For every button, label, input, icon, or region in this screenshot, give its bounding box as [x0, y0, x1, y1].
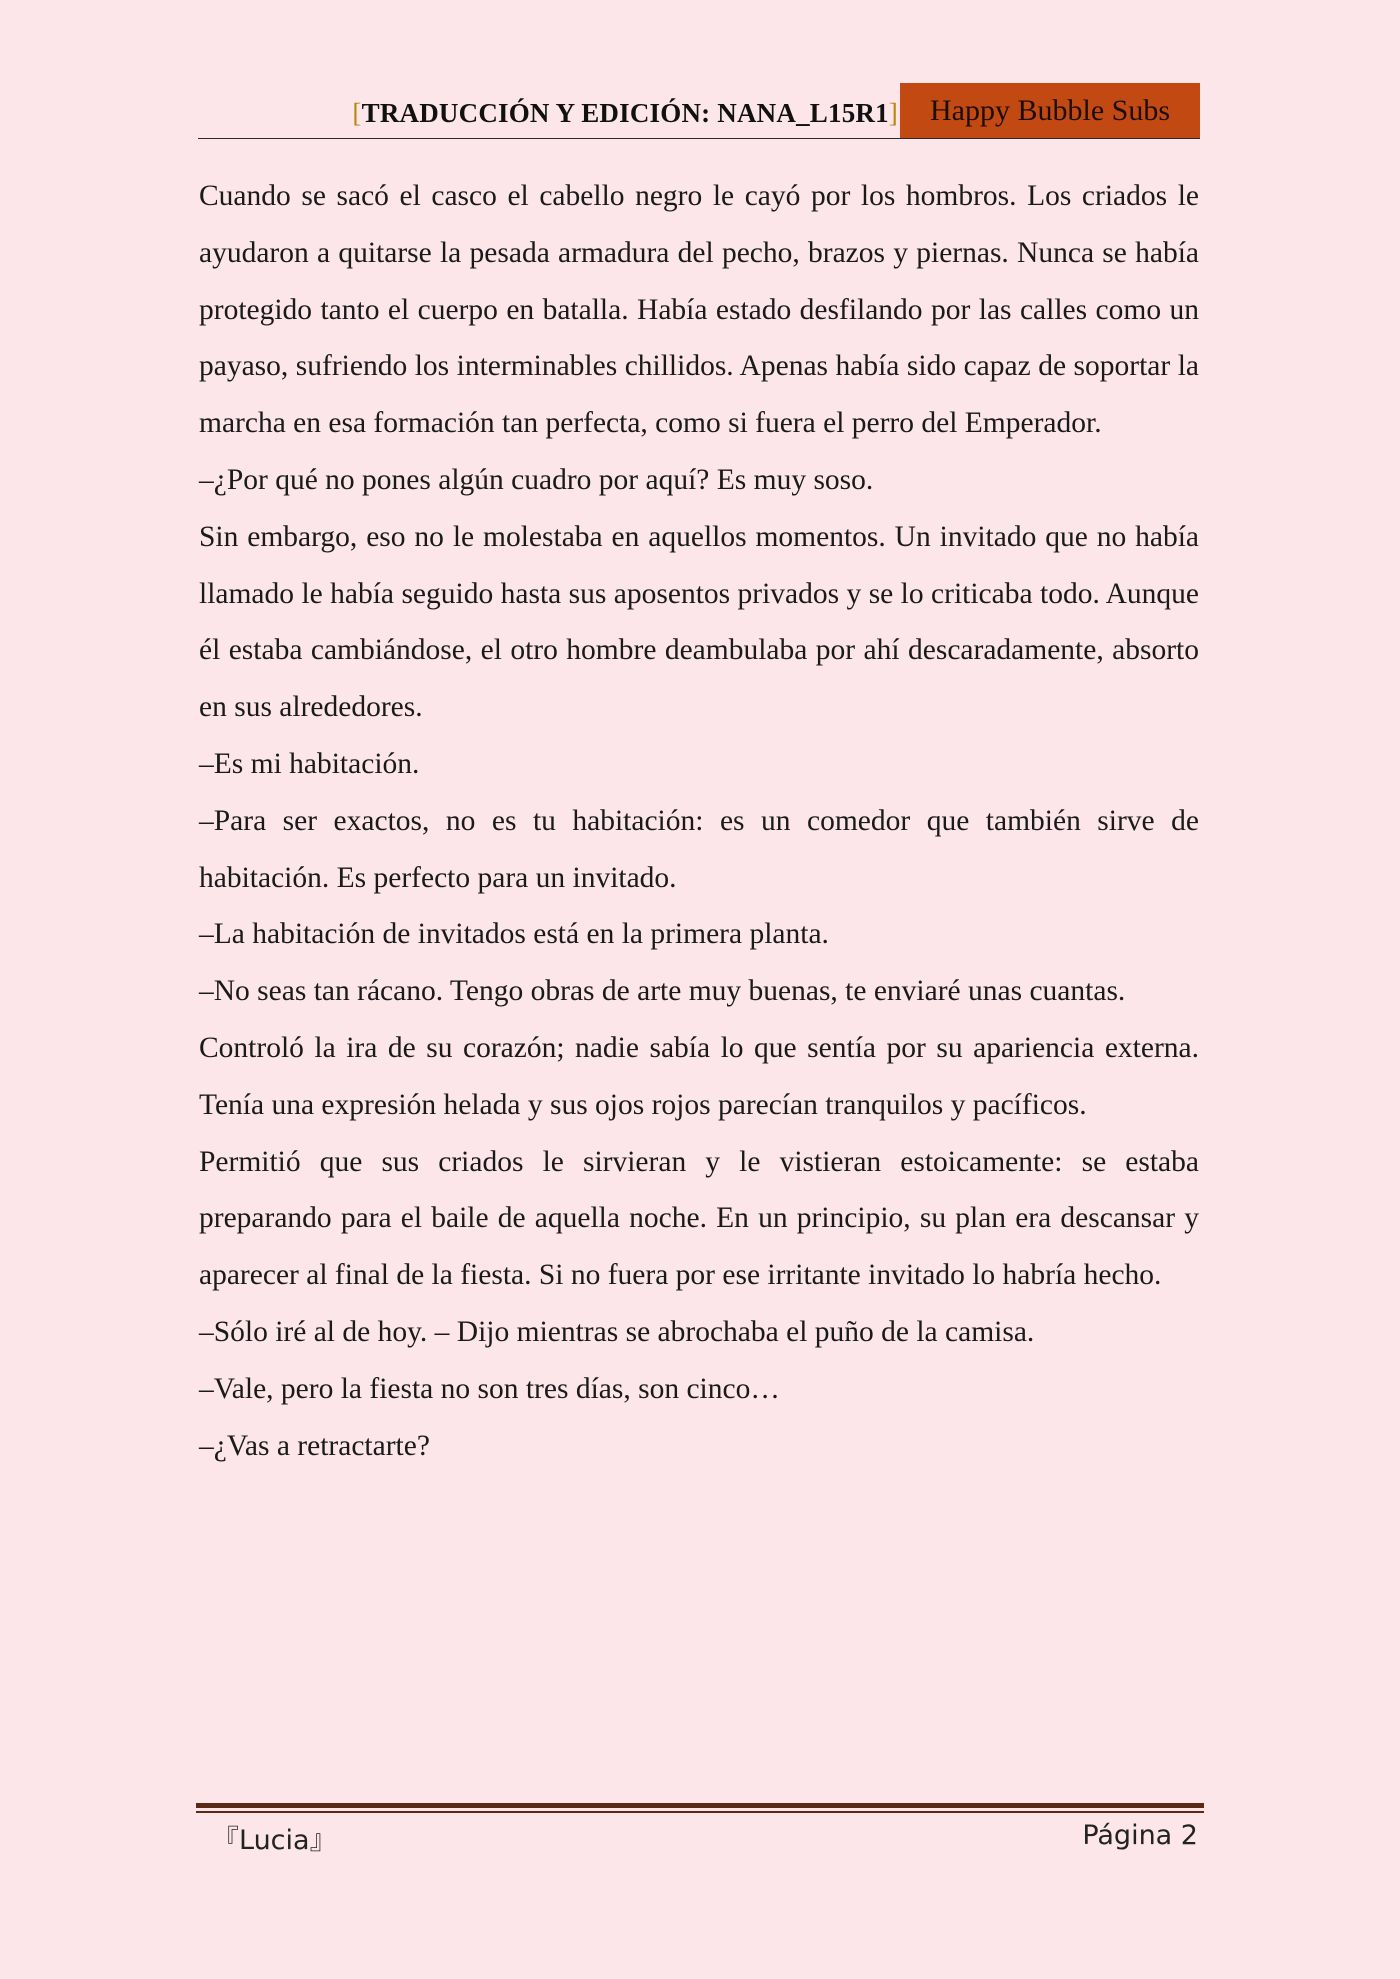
credit-text: TRADUCCIÓN Y EDICIÓN: NANA_L15R1 [361, 98, 889, 128]
group-badge: Happy Bubble Subs [900, 83, 1200, 138]
body-text [199, 168, 1199, 1474]
paragraph: Cuando se sacó el casco el cabello negro le cayó por los hombros. Los criados le ayudaron a quitarse la pesada armadura del pecho, brazos y piernas. Nunca se había protegido tanto el cuerpo en batalla. Había estado desfilando por las calles como un payaso, sufriendo los interminables chillidos. Apenas había sido capaz de soportar la marcha en esa formación tan perfecta, como si fuera el perro del Emperador. [199, 180, 1199, 440]
paragraph: Sin embargo, eso no le molestaba en aquellos momentos. Un invitado que no había llamado le había seguido hasta sus aposentos privados y se lo criticaba todo. Aunque él estaba cambiándose, el otro hombre deambulaba por ahí descaradamente, absorto en sus alrededores. [199, 520, 1199, 724]
footer-rule-thin [196, 1811, 1204, 1813]
paragraph: –La habitación de invitados está en la primera planta. [199, 918, 829, 951]
page-header [198, 82, 1200, 139]
paragraph: –Para ser exactos, no es tu habitación: es un comedor que también sirve de habitación. Es perfecto para un invitado. [199, 804, 1199, 894]
paragraph: –No seas tan rácano. Tengo obras de arte muy buenas, te enviaré unas cuantas. [199, 975, 1126, 1008]
footer-page-number: Página 2 [1082, 1820, 1198, 1851]
paragraph: –Sólo iré al de hoy. – Dijo mientras se abrochaba el puño de la camisa. [199, 1315, 1035, 1348]
footer-book-title: 『Lucia』 [212, 1825, 337, 1856]
paragraph: –Vale, pero la fiesta no son tres días, son cinco… [199, 1372, 780, 1405]
credit-bracket-close: ] [888, 98, 898, 128]
paragraph: –¿Por qué no pones algún cuadro por aquí? Es muy soso. [199, 463, 874, 496]
paragraph: –¿Vas a retractarte? [199, 1429, 430, 1462]
credit-bracket-open: [ [352, 98, 362, 128]
paragraph: Permitió que sus criados le sirvieran y le vistieran estoicamente: se estaba preparando para el baile de aquella noche. En un principio, su plan era descansar y aparecer al final de la fiesta. Si no fuera por ese irritante invitado lo habría hecho. [199, 1145, 1199, 1292]
paragraph: Controló la ira de su corazón; nadie sabía lo que sentía por su apariencia externa. Tenía una expresión helada y sus ojos rojos parecían tranquilos y pacíficos. [199, 1031, 1199, 1121]
footer-rule-thick [196, 1803, 1204, 1808]
paragraph: –Es mi habitación. [199, 747, 420, 780]
translation-credit [352, 98, 898, 129]
